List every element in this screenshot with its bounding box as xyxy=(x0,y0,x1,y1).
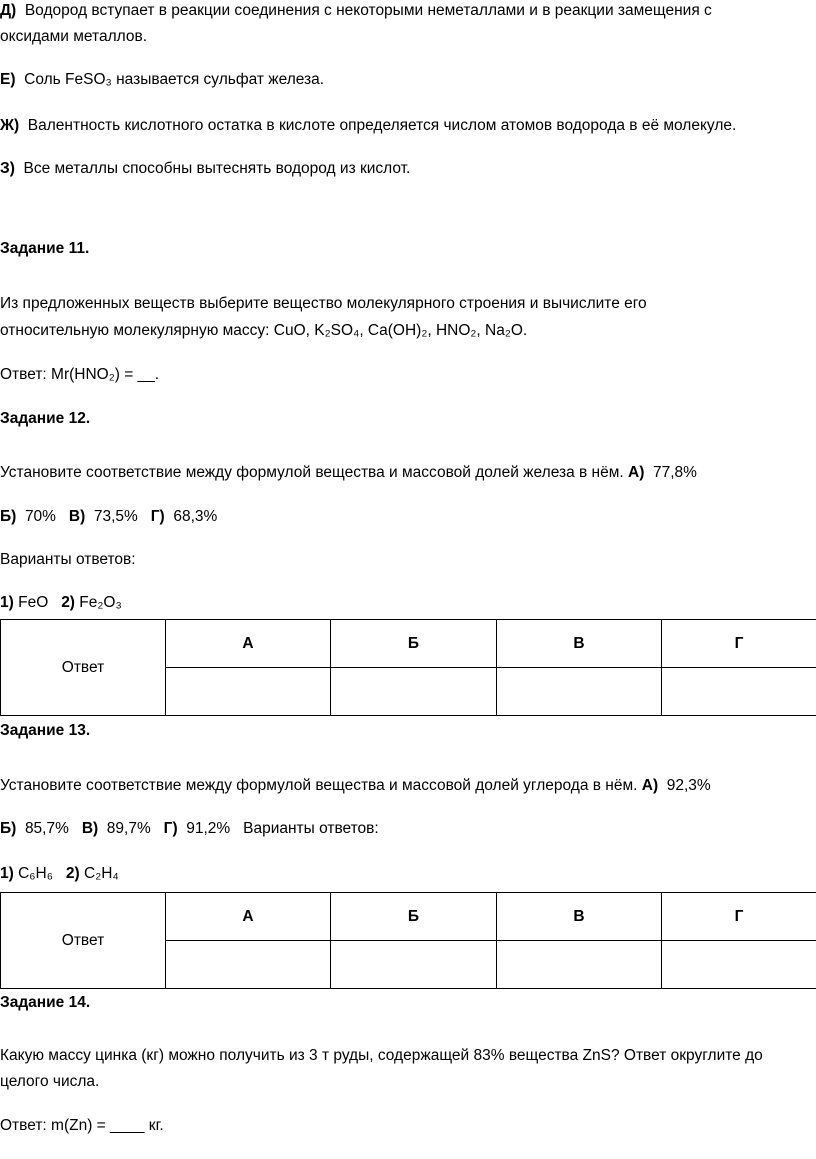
statement-text: оксидами металлов. xyxy=(0,28,148,45)
task-13-title: Задание 13. xyxy=(0,722,91,739)
option-value-v: 89,7% xyxy=(106,820,151,837)
statement-letter: Д) xyxy=(0,2,17,19)
option-letter-b: Б) xyxy=(0,820,17,837)
option-letter-g: Г) xyxy=(150,508,165,525)
task-14-text-line1: Какую массу цинка (кг) можно получить из 3 т руды, содержащей 83% вещества ZnS? Ответ округлите до xyxy=(0,1047,763,1064)
task-12-variants xyxy=(0,592,122,614)
answer-cell-g[interactable] xyxy=(662,941,816,989)
task-12-options xyxy=(0,506,217,528)
statement-text: Соль FeSO₃ называется сульфат железа. xyxy=(24,71,325,88)
task-13-answer-table xyxy=(0,892,816,989)
statement-letter: Ж) xyxy=(0,117,20,134)
variant-number: 2) xyxy=(65,865,80,882)
option-value-a: 92,3% xyxy=(666,777,711,794)
answer-cell-v[interactable] xyxy=(497,941,662,989)
task-13-options xyxy=(0,818,379,840)
column-header-b: Б xyxy=(331,893,497,941)
statement-e xyxy=(0,69,324,91)
variant-number: 2) xyxy=(61,594,75,611)
statement-text: Валентность кислотного остатка в кислоте определяется числом атомов водорода в её молекуле. xyxy=(27,117,737,134)
column-header-a: А xyxy=(166,620,331,668)
task-11-answer: Ответ: Mr(HNO₂) = __. xyxy=(0,366,160,383)
task-12-title: Задание 12. xyxy=(0,410,91,427)
column-header-b: Б xyxy=(331,620,497,668)
task-12-question xyxy=(0,462,697,484)
option-letter-b: Б) xyxy=(0,508,17,525)
column-header-g: Г xyxy=(662,620,816,668)
task-12-variants-label: Варианты ответов: xyxy=(0,551,136,568)
variant-formula: C₂H₄ xyxy=(84,865,119,882)
variant-number: 1) xyxy=(0,594,14,611)
variant-formula: Fe₂O₃ xyxy=(79,594,122,611)
task-14-text-line2: целого числа. xyxy=(0,1073,100,1090)
answer-label: Ответ xyxy=(1,620,166,716)
statement-z xyxy=(0,158,410,180)
option-letter-a: А) xyxy=(641,777,659,794)
statement-d-continued xyxy=(0,26,147,48)
statement-letter: Е) xyxy=(0,71,16,88)
option-letter-g: Г) xyxy=(163,820,178,837)
task-12-answer-table xyxy=(0,619,816,716)
variant-formula: FeO xyxy=(18,594,49,611)
option-value-b: 70% xyxy=(24,508,56,525)
variant-formula: C₆H₆ xyxy=(18,865,53,882)
answer-label: Ответ xyxy=(1,893,166,989)
task-13-variants xyxy=(0,863,119,885)
column-header-v: В xyxy=(497,620,662,668)
task-14-title: Задание 14. xyxy=(0,994,91,1011)
task-11-text-line2: относительную молекулярную массу: CuO, K₂SO₄, Ca(OH)₂, HNO₂, Na₂O. xyxy=(0,322,528,339)
task-11-title: Задание 11. xyxy=(0,240,90,257)
task-13-question xyxy=(0,775,711,797)
task-14-answer: Ответ: m(Zn) = ____ кг. xyxy=(0,1117,164,1134)
answer-cell-v[interactable] xyxy=(497,668,662,716)
statement-letter: З) xyxy=(0,160,15,177)
answer-cell-b[interactable] xyxy=(331,941,497,989)
option-value-g: 68,3% xyxy=(173,508,218,525)
option-value-a: 77,8% xyxy=(652,464,697,481)
variant-number: 1) xyxy=(0,865,14,882)
option-value-b: 85,7% xyxy=(24,820,69,837)
option-value-g: 91,2% xyxy=(186,820,231,837)
option-letter-a: А) xyxy=(628,464,645,481)
task-12-question-text: Установите соответствие между формулой вещества и массовой долей железа в нём. xyxy=(0,464,624,481)
answer-cell-g[interactable] xyxy=(662,668,816,716)
statement-text: Все металлы способны вытеснять водород из кислот. xyxy=(23,160,411,177)
answer-cell-a[interactable] xyxy=(166,668,331,716)
column-header-v: В xyxy=(497,893,662,941)
column-header-g: Г xyxy=(662,893,816,941)
statement-d xyxy=(0,0,712,22)
task-13-variants-label: Варианты ответов: xyxy=(243,820,379,837)
answer-cell-a[interactable] xyxy=(166,941,331,989)
column-header-a: А xyxy=(166,893,331,941)
answer-cell-b[interactable] xyxy=(331,668,497,716)
statement-zh xyxy=(0,115,736,137)
option-letter-v: В) xyxy=(68,508,86,525)
task-13-question-text: Установите соответствие между формулой вещества и массовой долей углерода в нём. xyxy=(0,777,638,794)
option-letter-v: В) xyxy=(81,820,99,837)
statement-text: Водород вступает в реакции соединения с некоторыми неметаллами и в реакции замещения с xyxy=(24,2,712,19)
option-value-v: 73,5% xyxy=(93,508,138,525)
task-11-text-line1: Из предложенных веществ выберите вещество молекулярного строения и вычислите его xyxy=(0,295,647,312)
